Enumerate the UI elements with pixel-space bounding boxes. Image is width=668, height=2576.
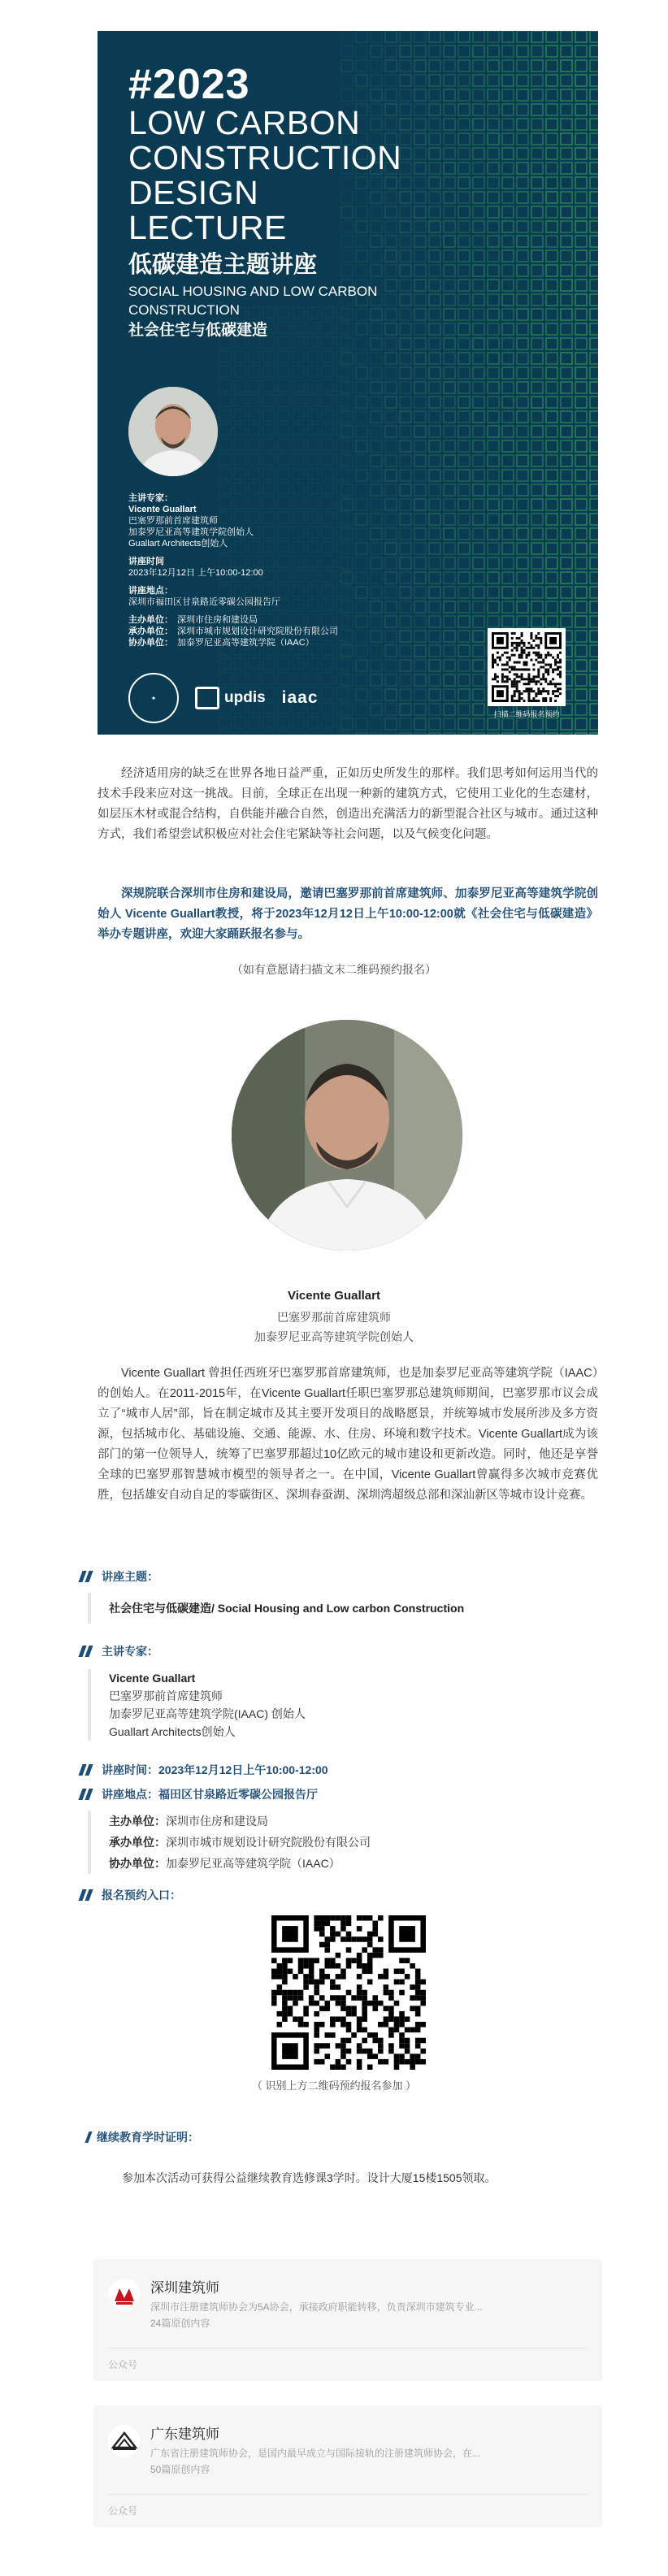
card-divider [108, 2494, 588, 2495]
organizer-label: 承办单位： [109, 1836, 166, 1849]
poster-title-block [128, 63, 401, 343]
double-slash-icon [79, 1571, 95, 1582]
double-slash-icon [79, 1889, 95, 1901]
topic-block [88, 1593, 464, 1624]
account-name: 深圳建筑师 [150, 2280, 219, 2296]
credit-text: 参加本次活动可获得公益继续教育选修课3学时。设计大厦15楼1505领取。 [122, 2171, 497, 2184]
poster-host-value: 深圳市住房和建设局 [177, 615, 258, 625]
invite-paragraph: 深规院联合深圳市住房和建设局，邀请巴塞罗那前首席建筑师、加泰罗尼亚高等建筑学院创始人 Vicente Guallart教授，将于2023年12月12日上午10:00-12:00就《社会住宅与低碳建造》举办专题讲座，欢迎大家踊跃报名参与。 [98, 887, 598, 941]
slash-icon [85, 2131, 92, 2143]
speaker-heading [79, 1643, 158, 1659]
credit-heading [87, 2129, 199, 2145]
poster-host-row [128, 614, 338, 626]
topic-value: 社会住宅与低碳建造/ Social Housing and Low carbon Construction [109, 1602, 465, 1615]
poster-title-line: LECTURE [128, 209, 287, 246]
poster-logos [128, 673, 319, 723]
speaker-heading-text: 主讲专家： [102, 1645, 158, 1658]
double-slash-icon [79, 1764, 95, 1776]
intro-paragraph: 经济适用房的缺乏在世界各地日益严重，正如历史所发生的那样。我们思考如何运用当代的技术手段来应对这一挑战。目前，全球正在出现一种新的建筑方式，它使用工业化的生态建材，如层压木材或混合结构，自供能并融合自然，创造出充满活力的新型混合社区与城市。通过这种方式，我们希望尝试积极应对社会住宅紧缺等社会问题，以及气候变化问题。 [98, 767, 598, 841]
updis-logo: updis [195, 687, 266, 709]
organizer-value: 加泰罗尼亚高等建筑学院（IAAC） [166, 1857, 341, 1870]
poster-speaker-name: Vicente Guallart [128, 505, 197, 514]
poster-qr-code[interactable] [488, 628, 566, 706]
speaker-line: Guallart Architects创始人 [109, 1725, 236, 1738]
iaac-logo: iaac [281, 688, 319, 707]
account-card[interactable] [93, 2259, 602, 2381]
poster-place-value: 深圳市福田区甘泉路近零碳公园报告厅 [128, 597, 280, 607]
poster-subtitle-line: SOCIAL HOUSING AND LOW CARBON [128, 284, 378, 299]
poster-title-line: LOW CARBON [128, 104, 361, 141]
poster-host-label: 协办单位： [128, 638, 173, 648]
poster-event-info [128, 486, 338, 648]
account-type: 公众号 [108, 2359, 138, 2370]
double-slash-icon [79, 1646, 95, 1657]
poster-year: #2023 [128, 61, 250, 108]
poster-qr-caption: 扫描二维码报名预约 [493, 710, 560, 718]
place-heading [79, 1786, 318, 1802]
register-heading-text: 报名预约入口： [102, 1889, 181, 1902]
topic-heading-text: 讲座主题： [102, 1570, 158, 1583]
organizer-row [109, 1811, 371, 1832]
organizer-value: 深圳市城市规划设计研究院股份有限公司 [166, 1836, 371, 1849]
poster-host-row [128, 626, 338, 637]
poster-subtitle-cn: 社会住宅与低碳建造 [128, 322, 268, 339]
topic-heading [79, 1568, 158, 1585]
speaker-block [88, 1669, 306, 1741]
poster-host-value: 深圳市城市规划设计研究院股份有限公司 [177, 627, 338, 636]
double-slash-icon [79, 1789, 95, 1800]
speaker-portrait [232, 1020, 462, 1251]
poster-title-cn: 低碳建造主题讲座 [128, 252, 318, 278]
bio-name: Vicente Guallart [288, 1289, 380, 1303]
organizer-row [109, 1853, 371, 1874]
account-type: 公众号 [108, 2505, 138, 2517]
organizers-block [88, 1811, 371, 1874]
credit-heading-text: 继续教育学时证明： [97, 2131, 199, 2144]
bio-paragraph: Vicente Guallart 曾担任西班牙巴塞罗那首席建筑师，也是加泰罗尼亚高等建筑学院（IAAC）的创始人。在2011-2015年，在Vicente Guallart任职巴塞罗那总建筑师期间，巴塞罗那市议会成立了“城市人居”部，旨在制定城市及其主要开发项目的战略愿景，并统筹城市发展所涉及多方资源，包括城市化、基础设施、交通、能源、水、住房、环境和数字技术。Vicente Guallart成为该部门的第一位领导人，统筹了巴塞罗那超过10亿欧元的城市建设和更新改造。同时，他还是享誉全球的巴塞罗那智慧城市模型的领导者之一。在中国，Vicente Guallart曾赢得多次城市竞赛优胜，包括雄安自动自足的零碳街区、深圳春蚕湖、深圳湾超级总部和深汕新区等城市设计竞赛。 [98, 1367, 598, 1502]
poster-speaker-label: 主讲专家： [128, 493, 173, 503]
poster-host-value: 加泰罗尼亚高等建筑学院（IAAC） [177, 638, 314, 648]
account-desc: 深圳市注册建筑师协会为5A协会，承接政府职能转移，负责深圳市建筑专业... [150, 2301, 483, 2313]
poster-time-label: 讲座时间 [128, 557, 164, 566]
poster-host-row [128, 637, 338, 648]
poster-subtitle-line: CONSTRUCTION [128, 302, 240, 318]
poster-speaker-role: Guallart Architects创始人 [128, 539, 228, 549]
account-article-count: 24篇原创内容 [150, 2318, 210, 2329]
event-poster [98, 31, 598, 735]
poster-host-label: 承办单位： [128, 627, 173, 636]
guangdong-architects-logo-icon [108, 2425, 141, 2457]
poster-speaker-role: 加泰罗尼亚高等建筑学院创始人 [128, 527, 254, 537]
bio-role: 巴塞罗那前首席建筑师 [277, 1311, 391, 1324]
organizer-label: 协办单位： [109, 1857, 166, 1870]
scan-note: （如有意愿请扫描文末二维码预约报名） [232, 963, 436, 976]
speaker-line: 巴塞罗那前首席建筑师 [109, 1689, 223, 1702]
shenzhen-architects-logo-icon [108, 2279, 141, 2311]
poster-place-label: 讲座地点： [128, 586, 173, 596]
poster-host-label: 主办单位： [128, 615, 173, 625]
organizer-value: 深圳市住房和建设局 [166, 1815, 268, 1828]
register-heading [79, 1887, 181, 1903]
account-card[interactable] [93, 2405, 602, 2527]
poster-title-line: CONSTRUCTION [128, 139, 402, 176]
time-heading-text: 讲座时间：2023年12月12日上午10:00-12:00 [102, 1763, 328, 1776]
university-seal-icon: ✦ [128, 673, 179, 723]
speaker-line: 加泰罗尼亚高等建筑学院(IAAC) 创始人 [109, 1707, 306, 1720]
organizer-label: 主办单位： [109, 1815, 166, 1828]
account-article-count: 50篇原创内容 [150, 2464, 210, 2475]
poster-speaker-photo [128, 387, 218, 476]
place-heading-text: 讲座地点：福田区甘泉路近零碳公园报告厅 [102, 1788, 318, 1801]
poster-title-line: DESIGN [128, 174, 259, 211]
account-desc: 广东省注册建筑师协会，是国内最早成立与国际接轨的注册建筑师协会，在... [150, 2448, 481, 2459]
organizer-row [109, 1832, 371, 1853]
poster-time-value: 2023年12月12日 上午10:00-12:00 [128, 568, 263, 578]
bio-role: 加泰罗尼亚高等建筑学院创始人 [254, 1330, 414, 1343]
account-name: 广东建筑师 [150, 2426, 219, 2442]
time-heading [79, 1762, 328, 1778]
register-qr-code[interactable] [271, 1915, 426, 2070]
speaker-name: Vicente Guallart [109, 1672, 196, 1685]
register-caption: （ 识别上方二维码预约报名参加 ） [251, 2079, 417, 2092]
poster-speaker-role: 巴塞罗那前首席建筑师 [128, 516, 218, 526]
